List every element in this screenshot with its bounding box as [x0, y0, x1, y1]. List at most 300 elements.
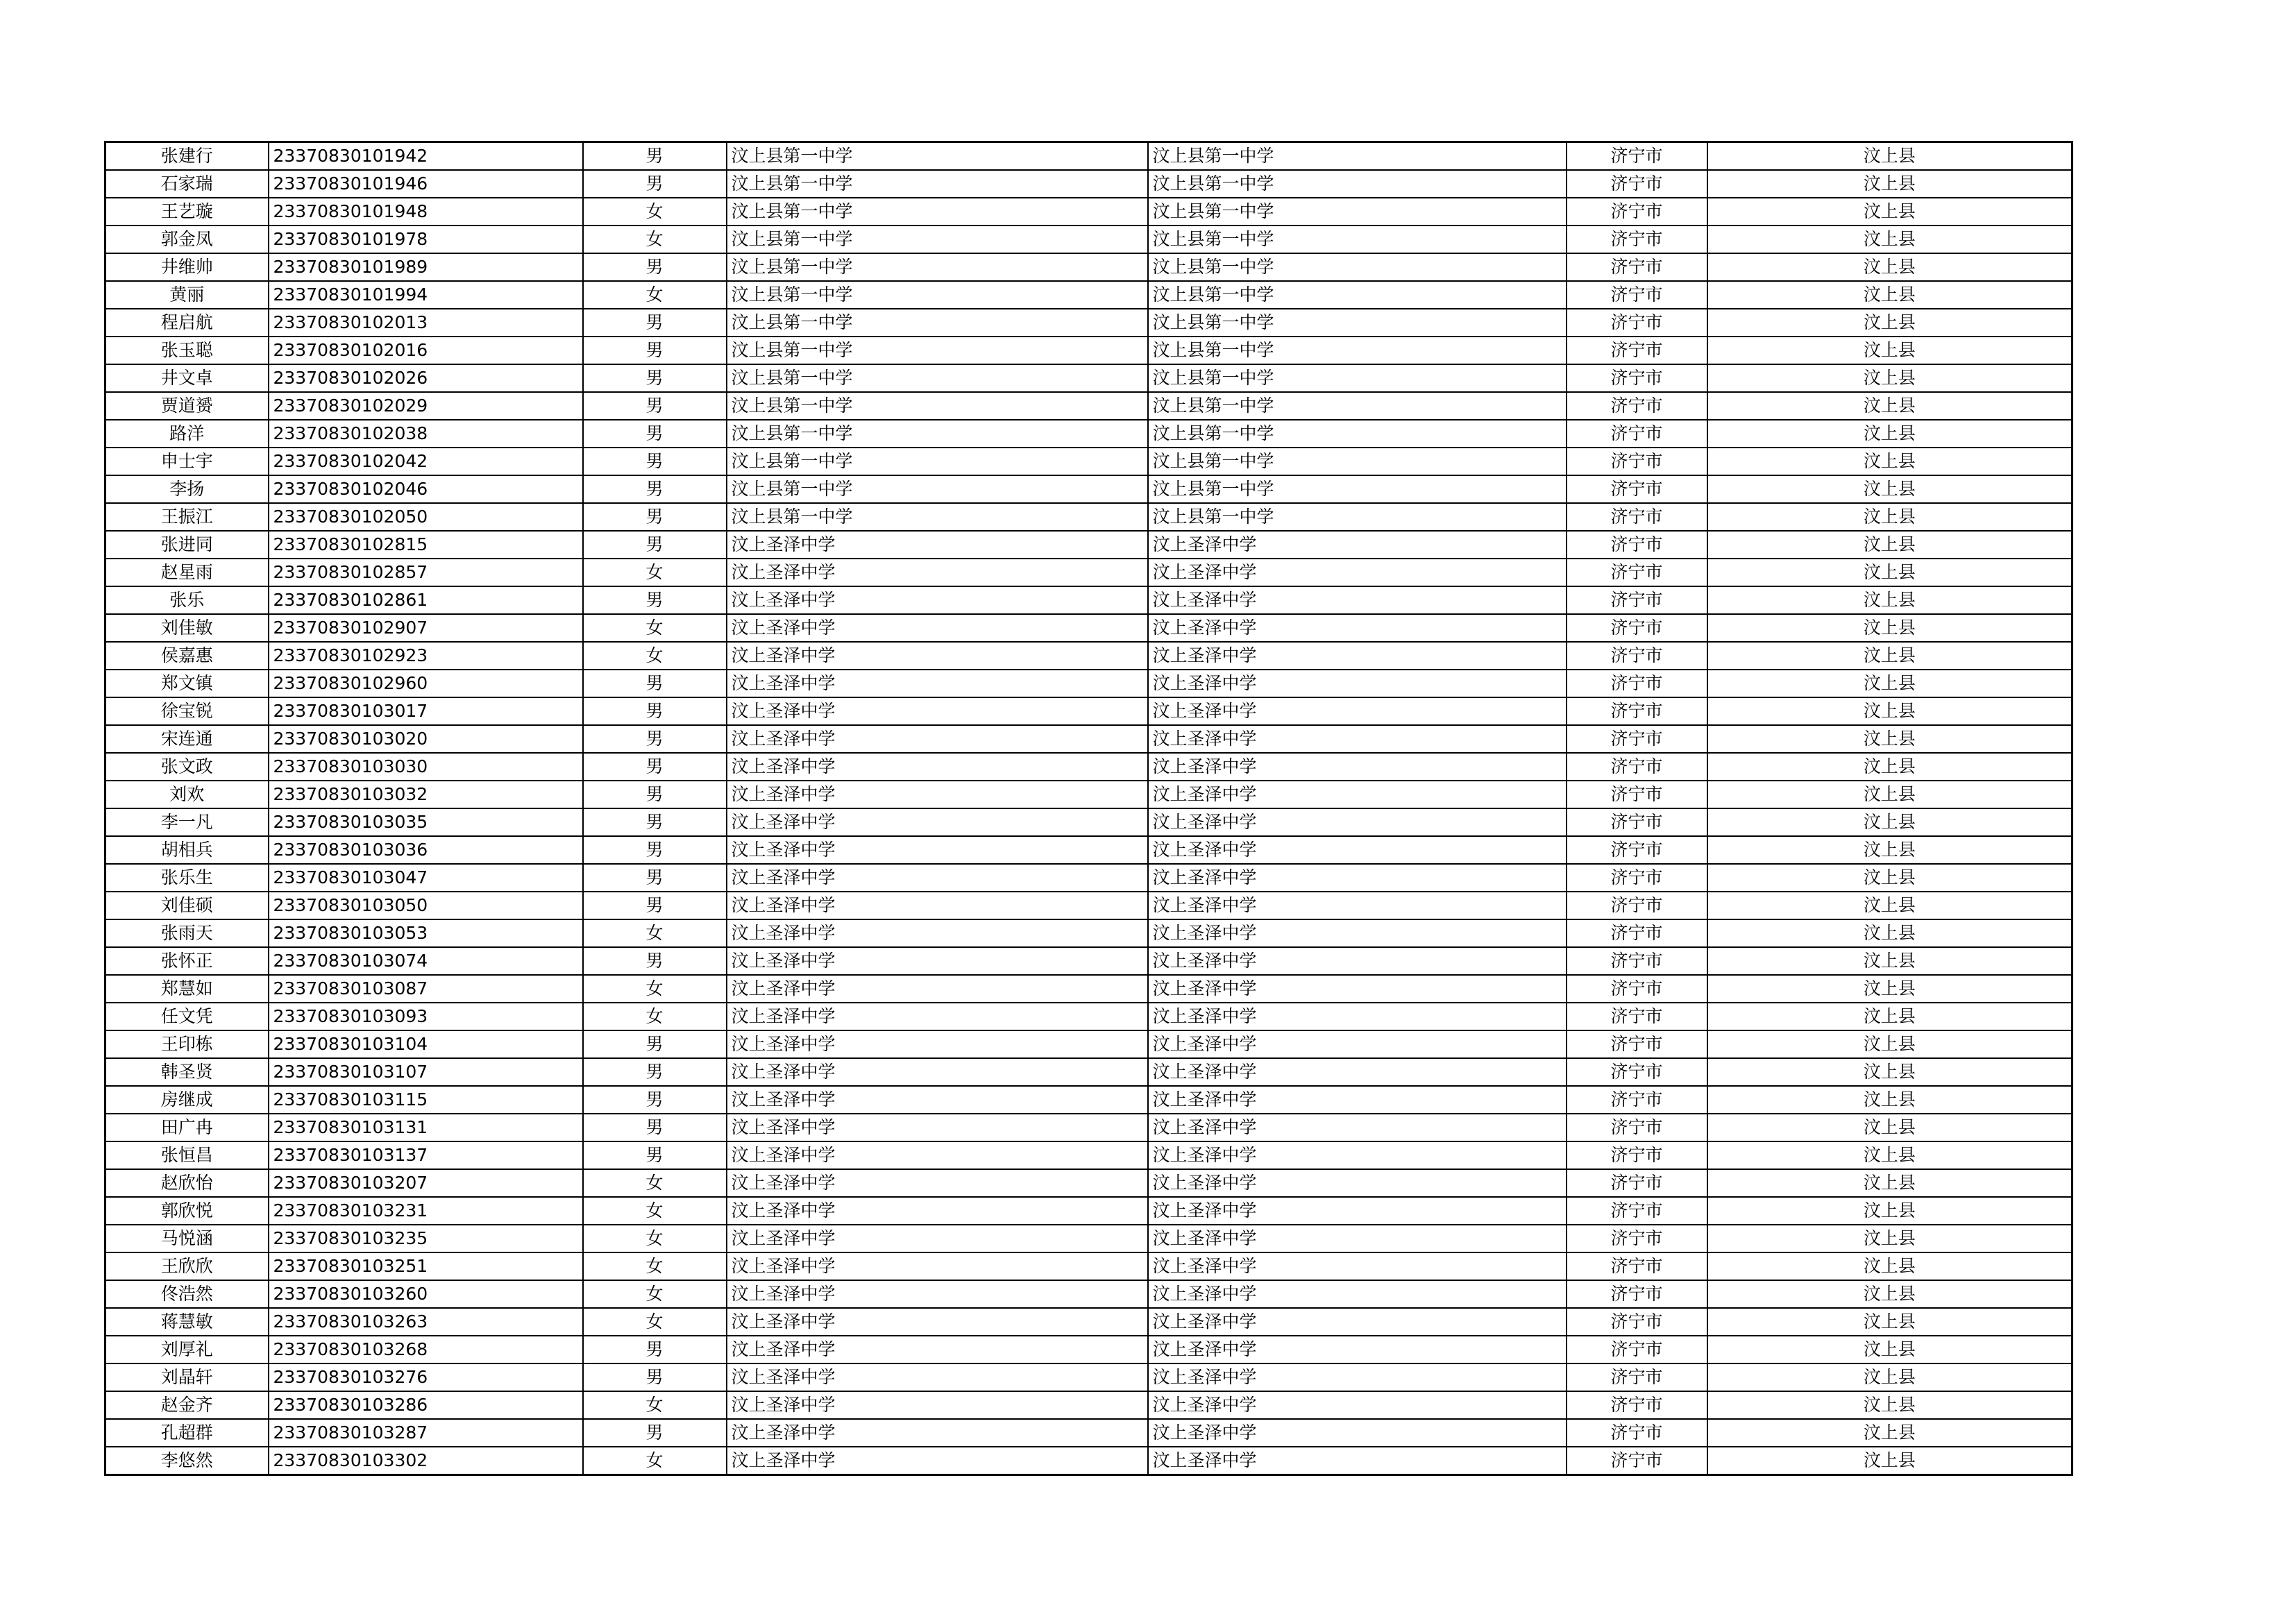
student-name-cell: 李一凡	[105, 808, 269, 836]
table-row	[105, 892, 2073, 919]
county-cell: 汶上县	[1707, 670, 2073, 697]
student-name-cell: 张乐	[105, 586, 269, 614]
school-cell: 汶上县第一中学	[727, 142, 1148, 171]
county-cell: 汶上县	[1707, 975, 2073, 1003]
gender-cell: 男	[583, 892, 727, 919]
exam-number-cell: 23370830103035	[269, 808, 583, 836]
exam-number-cell: 23370830103276	[269, 1363, 583, 1391]
table-row	[105, 309, 2073, 337]
exam-number-cell: 23370830103032	[269, 781, 583, 808]
county-cell: 汶上县	[1707, 1003, 2073, 1030]
gender-cell: 女	[583, 1447, 727, 1475]
exam-number-cell: 23370830102029	[269, 392, 583, 420]
county-cell: 汶上县	[1707, 364, 2073, 392]
city-cell: 济宁市	[1567, 1225, 1707, 1252]
exam-number-cell: 23370830103087	[269, 975, 583, 1003]
gender-cell: 男	[583, 392, 727, 420]
exam-number-cell: 23370830103235	[269, 1225, 583, 1252]
exam-number-cell: 23370830102960	[269, 670, 583, 697]
table-row	[105, 1169, 2073, 1197]
enrolled-school-cell: 汶上圣泽中学	[1148, 586, 1567, 614]
gender-cell: 男	[583, 309, 727, 337]
gender-cell: 男	[583, 670, 727, 697]
exam-number-cell: 23370830101994	[269, 281, 583, 309]
city-cell: 济宁市	[1567, 1086, 1707, 1114]
county-cell: 汶上县	[1707, 1141, 2073, 1169]
city-cell: 济宁市	[1567, 919, 1707, 947]
gender-cell: 男	[583, 836, 727, 864]
exam-number-cell: 23370830103131	[269, 1114, 583, 1141]
enrolled-school-cell: 汶上圣泽中学	[1148, 1030, 1567, 1058]
enrolled-school-cell: 汶上圣泽中学	[1148, 1252, 1567, 1280]
city-cell: 济宁市	[1567, 864, 1707, 892]
city-cell: 济宁市	[1567, 1280, 1707, 1308]
student-name-cell: 刘欢	[105, 781, 269, 808]
enrolled-school-cell: 汶上圣泽中学	[1148, 1391, 1567, 1419]
student-name-cell: 刘佳硕	[105, 892, 269, 919]
school-cell: 汶上县第一中学	[727, 281, 1148, 309]
enrolled-school-cell: 汶上圣泽中学	[1148, 753, 1567, 781]
county-cell: 汶上县	[1707, 586, 2073, 614]
table-row	[105, 642, 2073, 670]
exam-number-cell: 23370830103302	[269, 1447, 583, 1475]
county-cell: 汶上县	[1707, 475, 2073, 503]
enrolled-school-cell: 汶上圣泽中学	[1148, 1419, 1567, 1447]
county-cell: 汶上县	[1707, 1391, 2073, 1419]
county-cell: 汶上县	[1707, 531, 2073, 559]
gender-cell: 女	[583, 642, 727, 670]
enrolled-school-cell: 汶上圣泽中学	[1148, 1003, 1567, 1030]
city-cell: 济宁市	[1567, 364, 1707, 392]
table-row	[105, 753, 2073, 781]
city-cell: 济宁市	[1567, 531, 1707, 559]
county-cell: 汶上县	[1707, 725, 2073, 753]
school-cell: 汶上县第一中学	[727, 475, 1148, 503]
school-cell: 汶上县第一中学	[727, 364, 1148, 392]
enrolled-school-cell: 汶上圣泽中学	[1148, 1308, 1567, 1336]
enrolled-school-cell: 汶上圣泽中学	[1148, 1114, 1567, 1141]
enrolled-school-cell: 汶上县第一中学	[1148, 142, 1567, 171]
school-cell: 汶上圣泽中学	[727, 1252, 1148, 1280]
school-cell: 汶上县第一中学	[727, 448, 1148, 475]
county-cell: 汶上县	[1707, 503, 2073, 531]
school-cell: 汶上县第一中学	[727, 226, 1148, 253]
exam-number-cell: 23370830103287	[269, 1419, 583, 1447]
table-row	[105, 531, 2073, 559]
county-cell: 汶上县	[1707, 1447, 2073, 1475]
county-cell: 汶上县	[1707, 1280, 2073, 1308]
table-row	[105, 1447, 2073, 1475]
enrolled-school-cell: 汶上县第一中学	[1148, 420, 1567, 448]
city-cell: 济宁市	[1567, 448, 1707, 475]
exam-number-cell: 23370830103104	[269, 1030, 583, 1058]
gender-cell: 女	[583, 1197, 727, 1225]
gender-cell: 女	[583, 919, 727, 947]
exam-number-cell: 23370830102923	[269, 642, 583, 670]
county-cell: 汶上县	[1707, 753, 2073, 781]
table-row	[105, 1003, 2073, 1030]
roster-table	[104, 141, 2073, 1476]
enrolled-school-cell: 汶上圣泽中学	[1148, 1447, 1567, 1475]
table-row	[105, 1363, 2073, 1391]
school-cell: 汶上圣泽中学	[727, 725, 1148, 753]
county-cell: 汶上县	[1707, 642, 2073, 670]
school-cell: 汶上圣泽中学	[727, 1003, 1148, 1030]
student-name-cell: 任文凭	[105, 1003, 269, 1030]
enrolled-school-cell: 汶上县第一中学	[1148, 364, 1567, 392]
school-cell: 汶上圣泽中学	[727, 1447, 1148, 1475]
student-name-cell: 刘晶轩	[105, 1363, 269, 1391]
school-cell: 汶上县第一中学	[727, 253, 1148, 281]
county-cell: 汶上县	[1707, 892, 2073, 919]
county-cell: 汶上县	[1707, 448, 2073, 475]
school-cell: 汶上县第一中学	[727, 392, 1148, 420]
city-cell: 济宁市	[1567, 1141, 1707, 1169]
student-name-cell: 田广冉	[105, 1114, 269, 1141]
enrolled-school-cell: 汶上圣泽中学	[1148, 864, 1567, 892]
enrolled-school-cell: 汶上县第一中学	[1148, 281, 1567, 309]
gender-cell: 男	[583, 864, 727, 892]
enrolled-school-cell: 汶上县第一中学	[1148, 198, 1567, 226]
exam-number-cell: 23370830102861	[269, 586, 583, 614]
table-row	[105, 586, 2073, 614]
exam-number-cell: 23370830103053	[269, 919, 583, 947]
student-name-cell: 马悦涵	[105, 1225, 269, 1252]
student-name-cell: 徐宝锐	[105, 697, 269, 725]
city-cell: 济宁市	[1567, 142, 1707, 171]
school-cell: 汶上圣泽中学	[727, 1363, 1148, 1391]
city-cell: 济宁市	[1567, 975, 1707, 1003]
enrolled-school-cell: 汶上圣泽中学	[1148, 725, 1567, 753]
table-row	[105, 975, 2073, 1003]
gender-cell: 男	[583, 253, 727, 281]
gender-cell: 男	[583, 420, 727, 448]
city-cell: 济宁市	[1567, 1419, 1707, 1447]
city-cell: 济宁市	[1567, 1058, 1707, 1086]
exam-number-cell: 23370830103263	[269, 1308, 583, 1336]
county-cell: 汶上县	[1707, 614, 2073, 642]
enrolled-school-cell: 汶上县第一中学	[1148, 448, 1567, 475]
table-row	[105, 253, 2073, 281]
table-row	[105, 1252, 2073, 1280]
enrolled-school-cell: 汶上圣泽中学	[1148, 892, 1567, 919]
table-row	[105, 503, 2073, 531]
city-cell: 济宁市	[1567, 947, 1707, 975]
enrolled-school-cell: 汶上县第一中学	[1148, 309, 1567, 337]
city-cell: 济宁市	[1567, 614, 1707, 642]
table-row	[105, 226, 2073, 253]
school-cell: 汶上圣泽中学	[727, 1280, 1148, 1308]
student-name-cell: 井维帅	[105, 253, 269, 281]
county-cell: 汶上县	[1707, 1058, 2073, 1086]
student-name-cell: 张乐生	[105, 864, 269, 892]
school-cell: 汶上县第一中学	[727, 198, 1148, 226]
county-cell: 汶上县	[1707, 836, 2073, 864]
school-cell: 汶上圣泽中学	[727, 836, 1148, 864]
enrolled-school-cell: 汶上圣泽中学	[1148, 947, 1567, 975]
student-name-cell: 王印栋	[105, 1030, 269, 1058]
table-row	[105, 781, 2073, 808]
city-cell: 济宁市	[1567, 198, 1707, 226]
county-cell: 汶上县	[1707, 1225, 2073, 1252]
exam-number-cell: 23370830102050	[269, 503, 583, 531]
enrolled-school-cell: 汶上县第一中学	[1148, 475, 1567, 503]
school-cell: 汶上圣泽中学	[727, 1086, 1148, 1114]
school-cell: 汶上圣泽中学	[727, 559, 1148, 586]
table-row	[105, 448, 2073, 475]
school-cell: 汶上圣泽中学	[727, 1141, 1148, 1169]
county-cell: 汶上县	[1707, 281, 2073, 309]
gender-cell: 女	[583, 1308, 727, 1336]
city-cell: 济宁市	[1567, 1447, 1707, 1475]
enrolled-school-cell: 汶上圣泽中学	[1148, 1141, 1567, 1169]
enrolled-school-cell: 汶上县第一中学	[1148, 253, 1567, 281]
enrolled-school-cell: 汶上圣泽中学	[1148, 1363, 1567, 1391]
school-cell: 汶上圣泽中学	[727, 864, 1148, 892]
school-cell: 汶上圣泽中学	[727, 753, 1148, 781]
enrolled-school-cell: 汶上县第一中学	[1148, 170, 1567, 198]
school-cell: 汶上圣泽中学	[727, 1030, 1148, 1058]
school-cell: 汶上圣泽中学	[727, 808, 1148, 836]
student-name-cell: 李扬	[105, 475, 269, 503]
city-cell: 济宁市	[1567, 1363, 1707, 1391]
student-name-cell: 孔超群	[105, 1419, 269, 1447]
gender-cell: 女	[583, 975, 727, 1003]
table-row	[105, 559, 2073, 586]
exam-number-cell: 23370830102026	[269, 364, 583, 392]
gender-cell: 男	[583, 947, 727, 975]
gender-cell: 女	[583, 226, 727, 253]
student-name-cell: 赵金齐	[105, 1391, 269, 1419]
city-cell: 济宁市	[1567, 281, 1707, 309]
county-cell: 汶上县	[1707, 1363, 2073, 1391]
exam-number-cell: 23370830103050	[269, 892, 583, 919]
table-row	[105, 364, 2073, 392]
exam-number-cell: 23370830102042	[269, 448, 583, 475]
gender-cell: 女	[583, 1003, 727, 1030]
exam-number-cell: 23370830102046	[269, 475, 583, 503]
student-name-cell: 房继成	[105, 1086, 269, 1114]
table-row	[105, 1058, 2073, 1086]
gender-cell: 男	[583, 1363, 727, 1391]
county-cell: 汶上县	[1707, 392, 2073, 420]
student-name-cell: 路洋	[105, 420, 269, 448]
student-name-cell: 贾道赟	[105, 392, 269, 420]
county-cell: 汶上县	[1707, 864, 2073, 892]
gender-cell: 男	[583, 1419, 727, 1447]
county-cell: 汶上县	[1707, 170, 2073, 198]
gender-cell: 男	[583, 448, 727, 475]
exam-number-cell: 23370830103251	[269, 1252, 583, 1280]
table-row	[105, 1391, 2073, 1419]
city-cell: 济宁市	[1567, 781, 1707, 808]
exam-number-cell: 23370830101946	[269, 170, 583, 198]
enrolled-school-cell: 汶上圣泽中学	[1148, 697, 1567, 725]
county-cell: 汶上县	[1707, 309, 2073, 337]
enrolled-school-cell: 汶上圣泽中学	[1148, 1225, 1567, 1252]
city-cell: 济宁市	[1567, 170, 1707, 198]
table-row	[105, 670, 2073, 697]
student-name-cell: 郑文镇	[105, 670, 269, 697]
school-cell: 汶上圣泽中学	[727, 670, 1148, 697]
student-name-cell: 李悠然	[105, 1447, 269, 1475]
exam-number-cell: 23370830102016	[269, 337, 583, 364]
exam-number-cell: 23370830102857	[269, 559, 583, 586]
enrolled-school-cell: 汶上圣泽中学	[1148, 919, 1567, 947]
gender-cell: 女	[583, 559, 727, 586]
county-cell: 汶上县	[1707, 1419, 2073, 1447]
gender-cell: 男	[583, 1336, 727, 1363]
student-name-cell: 张恒昌	[105, 1141, 269, 1169]
city-cell: 济宁市	[1567, 642, 1707, 670]
school-cell: 汶上圣泽中学	[727, 1308, 1148, 1336]
city-cell: 济宁市	[1567, 586, 1707, 614]
student-name-cell: 郑慧如	[105, 975, 269, 1003]
county-cell: 汶上县	[1707, 1336, 2073, 1363]
county-cell: 汶上县	[1707, 420, 2073, 448]
school-cell: 汶上圣泽中学	[727, 642, 1148, 670]
enrolled-school-cell: 汶上圣泽中学	[1148, 559, 1567, 586]
student-name-cell: 张玉聪	[105, 337, 269, 364]
exam-number-cell: 23370830103030	[269, 753, 583, 781]
school-cell: 汶上圣泽中学	[727, 531, 1148, 559]
table-row	[105, 947, 2073, 975]
exam-number-cell: 23370830102815	[269, 531, 583, 559]
city-cell: 济宁市	[1567, 559, 1707, 586]
gender-cell: 女	[583, 1391, 727, 1419]
city-cell: 济宁市	[1567, 1197, 1707, 1225]
student-name-cell: 赵星雨	[105, 559, 269, 586]
county-cell: 汶上县	[1707, 198, 2073, 226]
school-cell: 汶上圣泽中学	[727, 781, 1148, 808]
student-name-cell: 张建行	[105, 142, 269, 171]
city-cell: 济宁市	[1567, 725, 1707, 753]
county-cell: 汶上县	[1707, 1252, 2073, 1280]
table-row	[105, 1114, 2073, 1141]
exam-number-cell: 23370830103093	[269, 1003, 583, 1030]
enrolled-school-cell: 汶上县第一中学	[1148, 392, 1567, 420]
school-cell: 汶上县第一中学	[727, 337, 1148, 364]
student-name-cell: 石家瑞	[105, 170, 269, 198]
city-cell: 济宁市	[1567, 1308, 1707, 1336]
table-row	[105, 392, 2073, 420]
exam-number-cell: 23370830102038	[269, 420, 583, 448]
student-name-cell: 王欣欣	[105, 1252, 269, 1280]
table-row	[105, 1141, 2073, 1169]
gender-cell: 男	[583, 170, 727, 198]
city-cell: 济宁市	[1567, 503, 1707, 531]
exam-number-cell: 23370830103268	[269, 1336, 583, 1363]
table-row	[105, 836, 2073, 864]
gender-cell: 男	[583, 586, 727, 614]
city-cell: 济宁市	[1567, 836, 1707, 864]
student-name-cell: 刘佳敏	[105, 614, 269, 642]
gender-cell: 女	[583, 1252, 727, 1280]
gender-cell: 女	[583, 281, 727, 309]
table-row	[105, 420, 2073, 448]
school-cell: 汶上圣泽中学	[727, 1114, 1148, 1141]
gender-cell: 男	[583, 753, 727, 781]
city-cell: 济宁市	[1567, 1252, 1707, 1280]
gender-cell: 女	[583, 1280, 727, 1308]
gender-cell: 男	[583, 725, 727, 753]
table-row	[105, 919, 2073, 947]
table-row	[105, 1086, 2073, 1114]
gender-cell: 男	[583, 1058, 727, 1086]
county-cell: 汶上县	[1707, 337, 2073, 364]
city-cell: 济宁市	[1567, 1003, 1707, 1030]
enrolled-school-cell: 汶上圣泽中学	[1148, 1058, 1567, 1086]
table-row	[105, 475, 2073, 503]
county-cell: 汶上县	[1707, 1030, 2073, 1058]
city-cell: 济宁市	[1567, 697, 1707, 725]
exam-number-cell: 23370830103047	[269, 864, 583, 892]
gender-cell: 男	[583, 1114, 727, 1141]
enrolled-school-cell: 汶上圣泽中学	[1148, 642, 1567, 670]
student-name-cell: 申士宇	[105, 448, 269, 475]
school-cell: 汶上圣泽中学	[727, 614, 1148, 642]
student-name-cell: 宋连通	[105, 725, 269, 753]
student-name-cell: 张进同	[105, 531, 269, 559]
enrolled-school-cell: 汶上圣泽中学	[1148, 531, 1567, 559]
school-cell: 汶上圣泽中学	[727, 1336, 1148, 1363]
school-cell: 汶上圣泽中学	[727, 947, 1148, 975]
gender-cell: 男	[583, 1141, 727, 1169]
school-cell: 汶上圣泽中学	[727, 919, 1148, 947]
city-cell: 济宁市	[1567, 226, 1707, 253]
student-name-cell: 郭金凤	[105, 226, 269, 253]
enrolled-school-cell: 汶上圣泽中学	[1148, 975, 1567, 1003]
exam-number-cell: 23370830103260	[269, 1280, 583, 1308]
city-cell: 济宁市	[1567, 753, 1707, 781]
table-row	[105, 1280, 2073, 1308]
student-name-cell: 蒋慧敏	[105, 1308, 269, 1336]
enrolled-school-cell: 汶上圣泽中学	[1148, 1169, 1567, 1197]
school-cell: 汶上圣泽中学	[727, 1058, 1148, 1086]
exam-number-cell: 23370830103115	[269, 1086, 583, 1114]
school-cell: 汶上县第一中学	[727, 420, 1148, 448]
county-cell: 汶上县	[1707, 947, 2073, 975]
school-cell: 汶上圣泽中学	[727, 1419, 1148, 1447]
enrolled-school-cell: 汶上圣泽中学	[1148, 1197, 1567, 1225]
table-row	[105, 281, 2073, 309]
student-name-cell: 张怀正	[105, 947, 269, 975]
city-cell: 济宁市	[1567, 1336, 1707, 1363]
city-cell: 济宁市	[1567, 420, 1707, 448]
student-name-cell: 王艺璇	[105, 198, 269, 226]
gender-cell: 男	[583, 503, 727, 531]
table-row	[105, 864, 2073, 892]
exam-number-cell: 23370830103074	[269, 947, 583, 975]
city-cell: 济宁市	[1567, 1030, 1707, 1058]
county-cell: 汶上县	[1707, 1169, 2073, 1197]
school-cell: 汶上县第一中学	[727, 309, 1148, 337]
exam-number-cell: 23370830103231	[269, 1197, 583, 1225]
student-name-cell: 赵欣怡	[105, 1169, 269, 1197]
gender-cell: 女	[583, 1169, 727, 1197]
enrolled-school-cell: 汶上圣泽中学	[1148, 808, 1567, 836]
student-name-cell: 王振江	[105, 503, 269, 531]
school-cell: 汶上圣泽中学	[727, 1169, 1148, 1197]
exam-number-cell: 23370830101978	[269, 226, 583, 253]
school-cell: 汶上圣泽中学	[727, 1391, 1148, 1419]
gender-cell: 男	[583, 531, 727, 559]
exam-number-cell: 23370830103137	[269, 1141, 583, 1169]
gender-cell: 男	[583, 142, 727, 171]
exam-number-cell: 23370830103207	[269, 1169, 583, 1197]
student-name-cell: 胡相兵	[105, 836, 269, 864]
county-cell: 汶上县	[1707, 559, 2073, 586]
